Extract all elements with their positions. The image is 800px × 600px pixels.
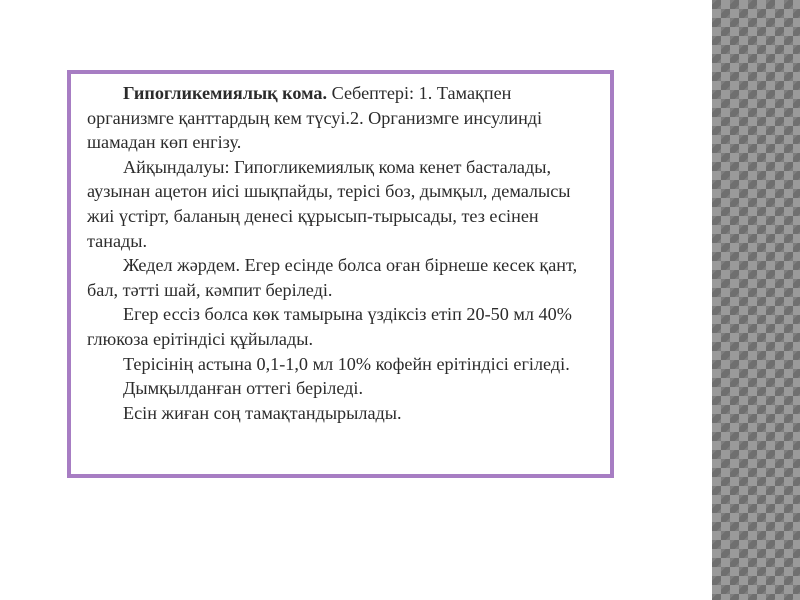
paragraph-4: Егер ессіз болса көк тамырына үздіксіз етіп 20-50 мл 40% глюкоза ерітіндісі құйылады. <box>87 304 572 349</box>
section-heading: Гипогликемиялық кома. <box>123 83 328 103</box>
paragraph-5: Терісінің астына 0,1-1,0 мл 10% кофейн ерітіндісі егіледі. <box>123 353 570 374</box>
causes-text: Себептері: 1. Тамақпен организмге қанттардың кем түсуі.2. Организмге инсулинді шамадан көп енгізу. <box>87 83 543 153</box>
paragraph-6: Дымқылданған оттегі беріледі. <box>123 378 364 399</box>
paragraph-2: Айқындалуы: Гипогликемиялық кома кенет басталады, аузынан ацетон иісі шықпайды, терісі боз, дымқыл, демалысы жиі үстірт, баланың денесі құрысып-тырысады, тез есінен танады. <box>87 156 571 251</box>
paragraph-7: Есін жиған соң тамақтандырылады. <box>123 402 402 423</box>
decorative-pattern-strip <box>712 0 800 600</box>
paragraph-3: Жедел жәрдем. Егер есінде болса оған бірнеше кесек қант, бал, тәтті шай, кәмпит беріледі. <box>87 255 578 300</box>
paragraph-1 <box>87 81 598 155</box>
content-frame <box>67 70 614 478</box>
